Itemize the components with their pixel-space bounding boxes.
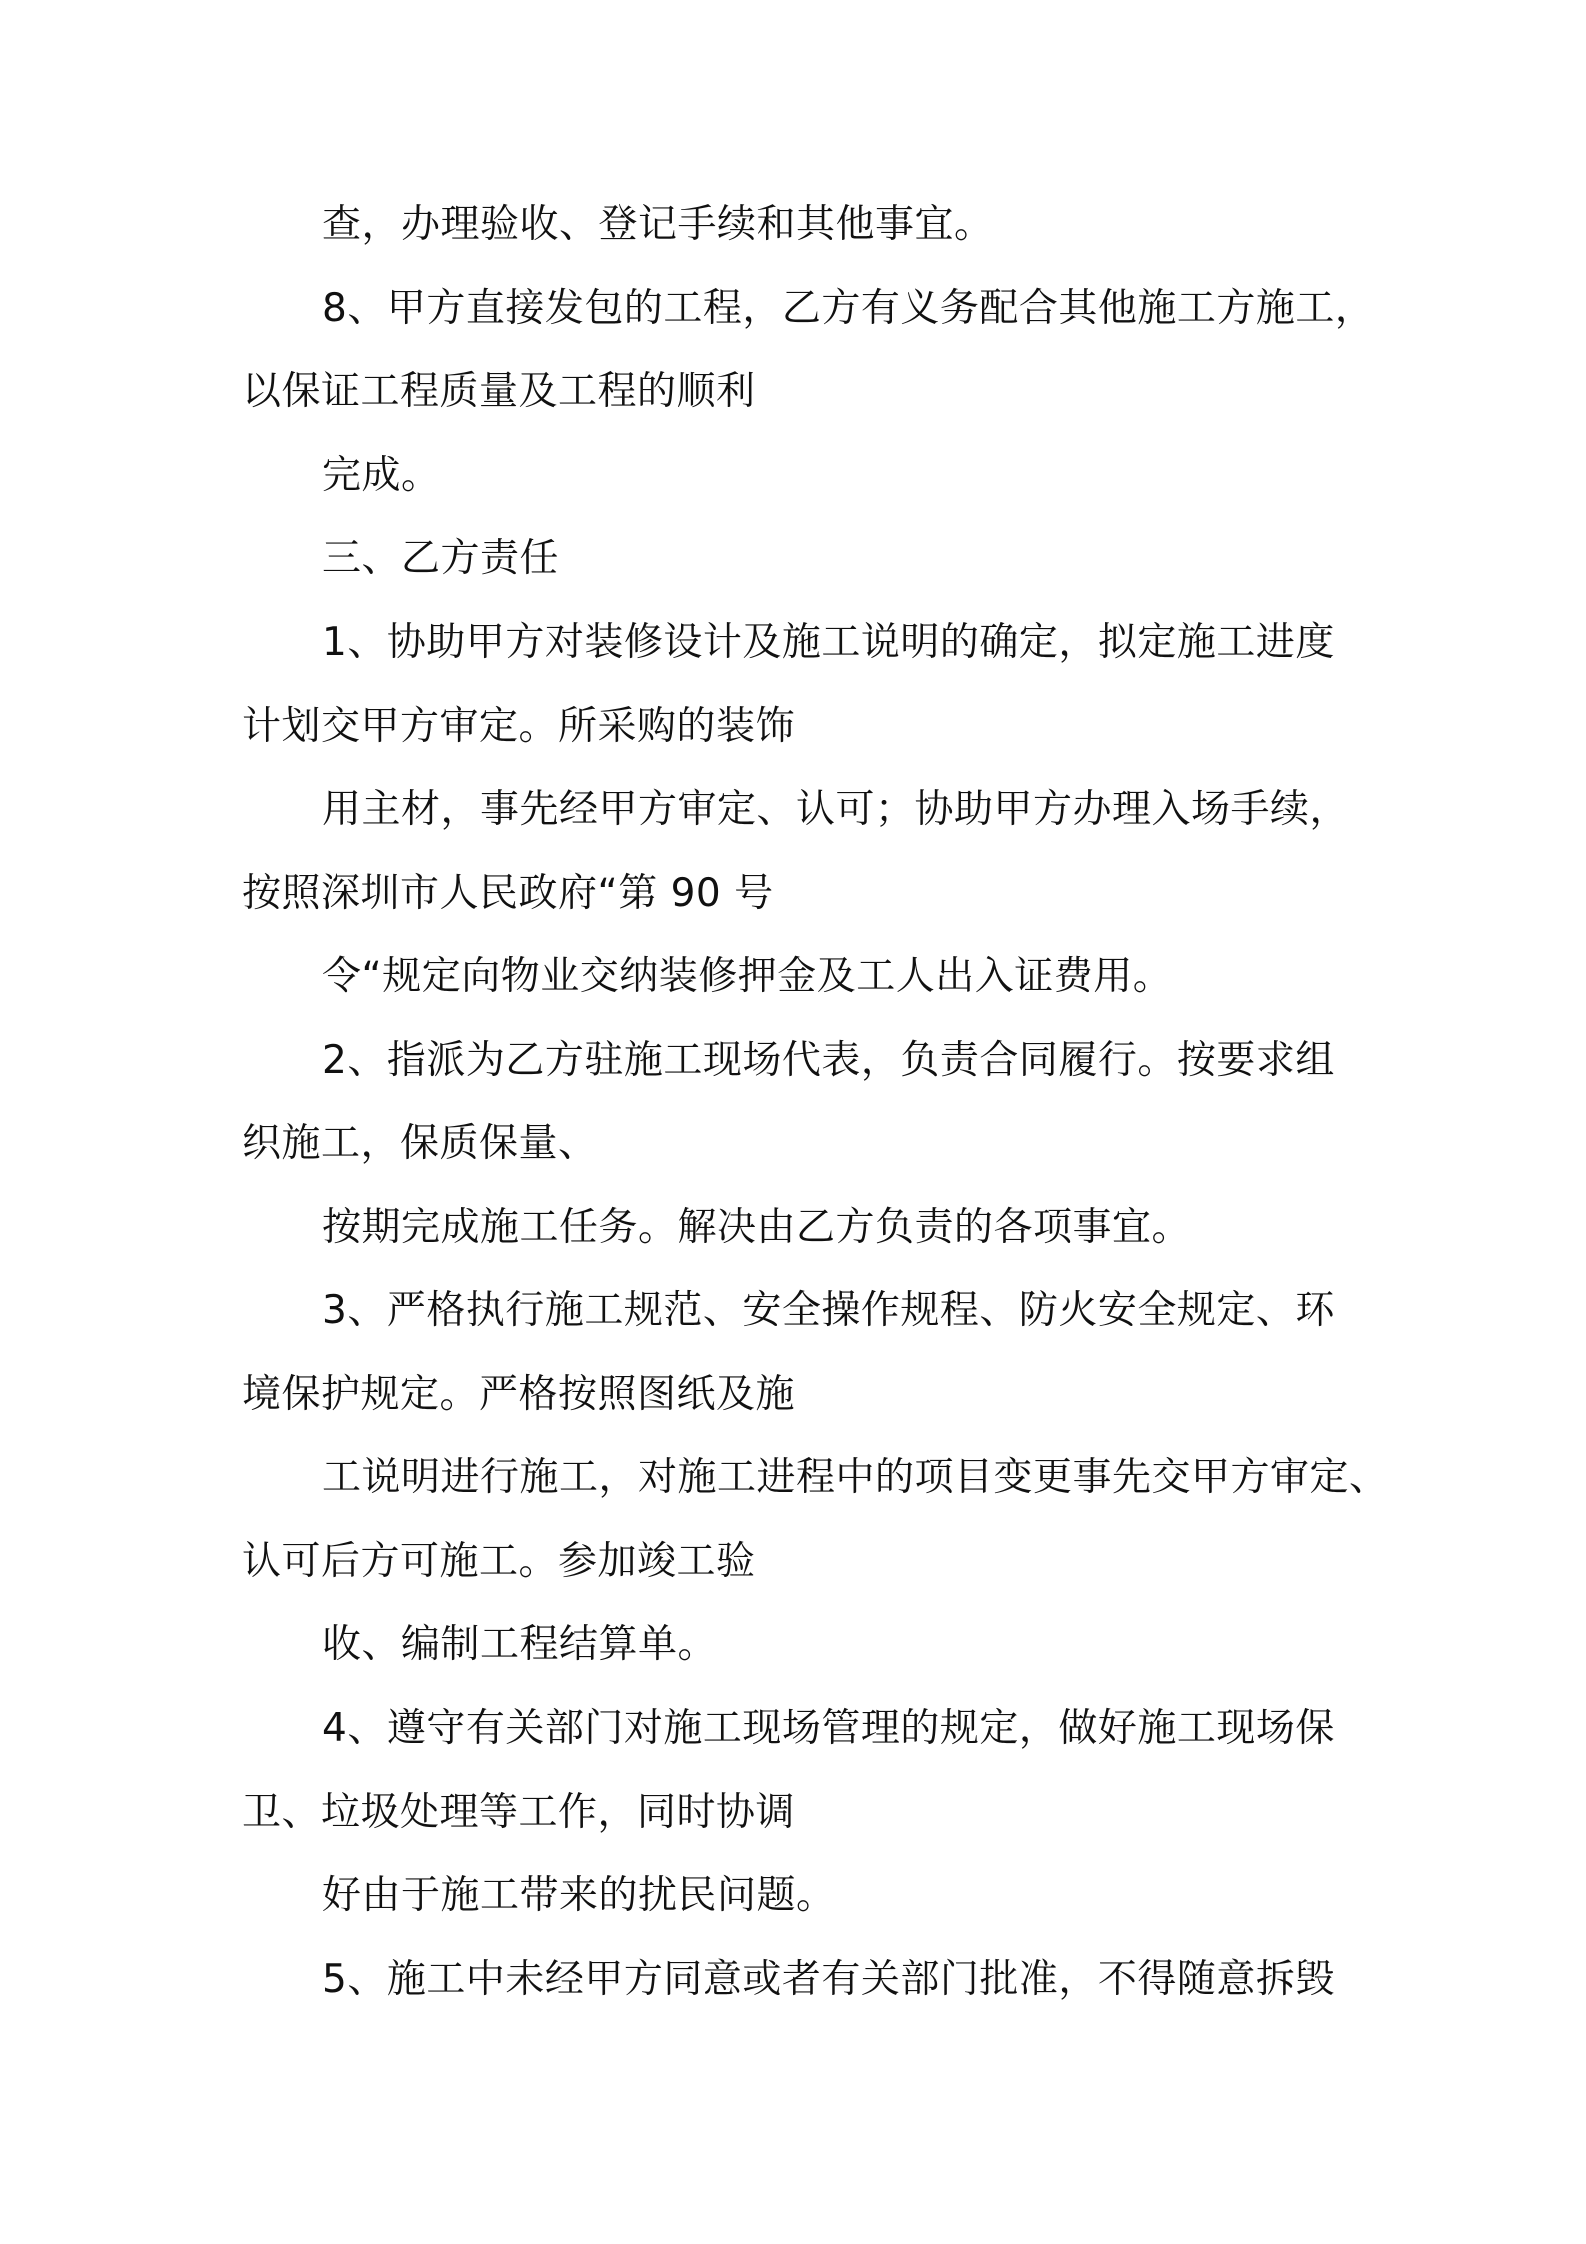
text-line-13: 按期完成施工任务。解决由乙方负责的各项事宜。	[322, 1205, 1192, 1250]
text-line-2: 8、甲方直接发包的工程，乙方有义务配合其他施工方施工，	[322, 286, 1375, 331]
text-line-20: 卫、垃圾处理等工作，同时协调	[242, 1790, 796, 1835]
text-line-10: 令“规定向物业交纳装修押金及工人出入证费用。	[322, 954, 1173, 999]
text-line-21: 好由于施工带来的扰民问题。	[322, 1873, 836, 1918]
text-line-6: 1、协助甲方对装修设计及施工说明的确定，拟定施工进度	[322, 620, 1335, 665]
text-line-3: 以保证工程质量及工程的顺利	[242, 369, 756, 414]
text-line-11: 2、指派为乙方驻施工现场代表，负责合同履行。按要求组	[322, 1038, 1335, 1083]
text-line-9: 按照深圳市人民政府“第 90 号	[242, 871, 774, 916]
text-line-18: 收、编制工程结算单。	[322, 1622, 718, 1667]
text-line-17: 认可后方可施工。参加竣工验	[242, 1539, 756, 1584]
text-line-14: 3、严格执行施工规范、安全操作规程、防火安全规定、环	[322, 1288, 1335, 1333]
text-line-19: 4、遵守有关部门对施工现场管理的规定，做好施工现场保	[322, 1706, 1335, 1751]
text-line-4: 完成。	[322, 453, 441, 498]
text-line-7: 计划交甲方审定。所采购的装饰	[242, 704, 796, 749]
text-line-16: 工说明进行施工，对施工进程中的项目变更事先交甲方审定、	[322, 1455, 1389, 1500]
text-line-12: 织施工，保质保量、	[242, 1121, 598, 1166]
section-heading: 三、乙方责任	[322, 536, 560, 581]
text-line-22: 5、施工中未经甲方同意或者有关部门批准，不得随意拆毁	[322, 1957, 1335, 2002]
text-line-8: 用主材，事先经甲方审定、认可；协助甲方办理入场手续，	[322, 787, 1350, 832]
text-line-15: 境保护规定。严格按照图纸及施	[242, 1372, 796, 1417]
text-line-1: 查，办理验收、登记手续和其他事宜。	[322, 202, 994, 247]
